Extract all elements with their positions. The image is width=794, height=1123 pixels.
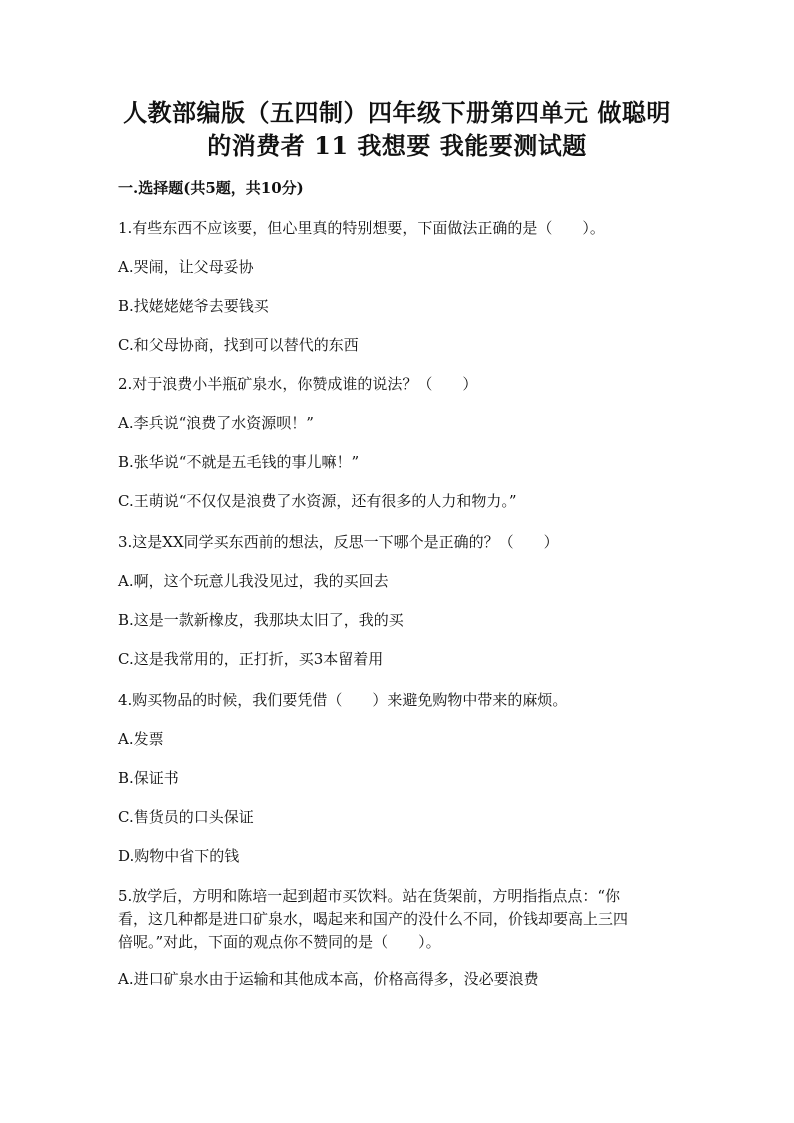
question-3-option-b: B.这是一款新橡皮，我那块太旧了，我的买	[118, 611, 404, 629]
document-title-line-1: 人教部编版（五四制）四年级下册第四单元 做聪明	[123, 98, 671, 127]
question-5-stem-line-2: 看，这几种都是进口矿泉水，喝起来和国产的没什么不同，价钱却要高上三四	[118, 910, 629, 928]
question-3-option-c: C.这是我常用的，正打折，买3本留着用	[118, 650, 384, 668]
question-1-option-b: B.找姥姥姥爷去要钱买	[118, 297, 269, 315]
question-2-option-a: A.李兵说“浪费了水资源呗！”	[118, 414, 314, 432]
question-5-option-a: A.进口矿泉水由于运输和其他成本高，价格高得多，没必要浪费	[118, 970, 539, 988]
question-2-stem: 2.对于浪费小半瓶矿泉水，你赞成谁的说法？（ ）	[118, 375, 478, 393]
question-3-stem: 3.这是XX同学买东西前的想法，反思一下哪个是正确的？（ ）	[118, 533, 559, 551]
question-2-option-b: B.张华说“不就是五毛钱的事儿嘛！”	[118, 453, 360, 471]
question-1-stem: 1.有些东西不应该要，但心里真的特别想要，下面做法正确的是（ ）。	[118, 219, 605, 237]
question-4-option-c: C.售货员的口头保证	[118, 808, 254, 826]
question-5-stem-line-3: 倍呢。”对此，下面的观点你不赞同的是（ ）。	[118, 933, 441, 951]
question-4-option-d: D.购物中省下的钱	[118, 847, 240, 865]
question-4-option-a: A.发票	[118, 730, 164, 748]
question-4-option-b: B.保证书	[118, 769, 179, 787]
section-heading: 一.选择题(共5题，共10分)	[118, 179, 304, 197]
question-4-stem: 4.购买物品的时候，我们要凭借（ ）来避免购物中带来的麻烦。	[118, 691, 568, 709]
question-2-option-c: C.王萌说“不仅仅是浪费了水资源，还有很多的人力和物力。”	[118, 492, 517, 510]
document-title-line-2: 的消费者 11 我想要 我能要测试题	[207, 131, 587, 160]
question-1-option-c: C.和父母协商，找到可以替代的东西	[118, 336, 359, 354]
question-3-option-a: A.啊，这个玩意儿我没见过，我的买回去	[118, 572, 389, 590]
question-5-stem-line-1: 5.放学后，方明和陈培一起到超市买饮料。站在货架前，方明指指点点：“你	[118, 887, 620, 905]
question-1-option-a: A.哭闹，让父母妥协	[118, 258, 254, 276]
